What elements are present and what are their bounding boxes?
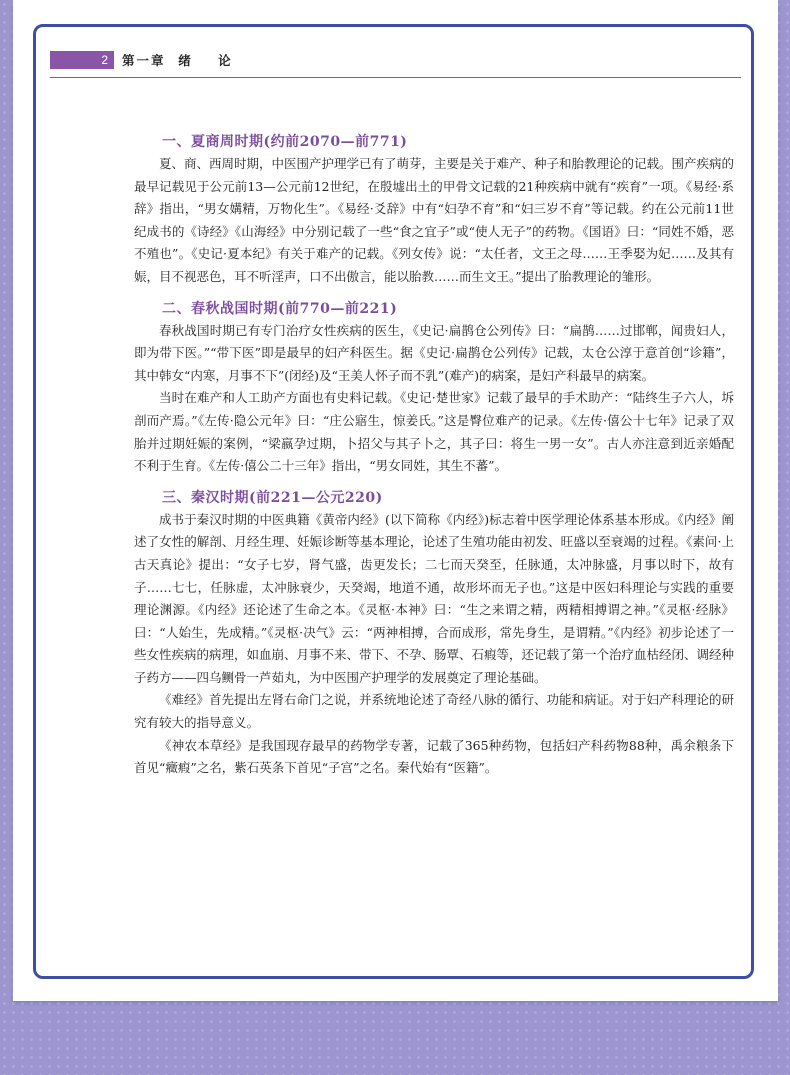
page-frame: [33, 24, 754, 979]
paragraph: 成书于秦汉时期的中医典籍《黄帝内经》(以下简称《内经》)标志着中医学理论体系基本形成。《内经》阐述了女性的解剖、月经生理、妊娠诊断等基本理论，论述了生殖功能由初发、旺盛以至衰竭的过程。《素问·上古天真论》提出：“女子七岁，肾气盛，齿更发长；二七而天癸至，任脉通，太冲脉盛，月事以时下，故有子……七七，任脉虚，太冲脉衰少，天癸竭，地道不通，故形坏而无子也。”这是中医妇科理论与实践的重要理论渊源。《内经》还论述了生命之本。《灵枢·本神》曰：“生之来谓之精，两精相搏谓之神。”《灵枢·经脉》曰：“人始生，先成精。”《灵枢·决气》云：“两神相搏，合而成形，常先身生，是谓精。”《内经》初步论述了一些女性疾病的病理，如血崩、月事不来、带下、不孕、肠覃、石瘕等，还记载了第一个治疗血枯经闭、调经种子药方——四乌鲗骨一芦茹丸，为中医围产护理学的发展奠定了理论基础。: [134, 511, 735, 685]
section-title: 一、夏商周时期(约前2070—前771): [162, 134, 408, 150]
paragraph: 当时在难产和人工助产方面也有史料记载。《史记·楚世家》记载了最早的手术助产：“陆终生子六人，坼剖而产焉。”《左传·隐公元年》曰：“庄公寤生，惊姜氏。”这是臀位难产的记录。《左传·僖公十七年》记录了双胎并过期妊娠的案例，“梁嬴孕过期，卜招父与其子卜之，其子曰：将生一男一女”。古人亦注意到近亲婚配不利于生育。《左传·僖公二十三年》指出，“男女同姓，其生不蕃”。: [134, 390, 734, 474]
paragraph: 春秋战国时期已有专门治疗女性疾病的医生，《史记·扁鹊仓公列传》曰：“扁鹊……过邯郸，闻贵妇人，即为带下医。”“带下医”即是最早的妇产科医生。据《史记·扁鹊仓公列传》记载，太仓公淳于意首创“诊籍”，其中韩女“内寒，月事不下”(闭经)及“王美人怀子而不乳”(难产)的病案，是妇产科最早的病案。: [134, 322, 734, 383]
page-body: [134, 122, 734, 780]
section-xia-shang-zhou: [134, 131, 734, 289]
section-qin-han: [134, 487, 734, 780]
header-divider: [50, 77, 741, 78]
section-chunqiu-zhanguo: [134, 298, 734, 478]
paragraph: 《难经》首先提出左肾右命门之说，并系统地论述了奇经八脉的循行、功能和病证。对于妇产科理论的研究有较大的指导意义。: [134, 692, 735, 731]
section-title: 二、春秋战国时期(前770—前221): [162, 300, 398, 317]
chapter-title: 第一章 绪 论: [122, 53, 233, 68]
page-number: 2: [50, 51, 114, 69]
section-title: 三、秦汉时期(前221—公元220): [162, 489, 383, 506]
paragraph: 夏、商、西周时期，中医围产护理学已有了萌芽，主要是关于难产、种子和胎教理论的记载。围产疾病的最早记载见于公元前13—公元前12世纪，在殷墟出土的甲骨文记载的21种疾病中就有“疾育”一项。《易经·系辞》指出，“男女媾精，万物化生”。《易经·爻辞》中有“妇孕不育”和“妇三岁不育”等记载。约在公元前11世纪成书的《诗经》《山海经》中分别记载了一些“食之宜子”或“使人无子”的药物。《国语》曰：“同姓不婚，恶不殖也”。《史记·夏本纪》有关于难产的记载。《列女传》说：“太任者，文王之母……王季娶为妃……及其有娠，目不视恶色，耳不听淫声，口不出傲言，能以胎教……而生文王。”提出了胎教理论的雏形。: [134, 156, 735, 284]
paragraph: 《神农本草经》是我国现存最早的药物学专著，记载了365种药物，包括妇产科药物88种，禹余粮条下首见“癥瘕”之名，紫石英条下首见“子宫”之名。秦代始有“医籍”。: [134, 737, 734, 776]
book-page: [13, 0, 778, 1001]
page-header: [50, 50, 740, 70]
